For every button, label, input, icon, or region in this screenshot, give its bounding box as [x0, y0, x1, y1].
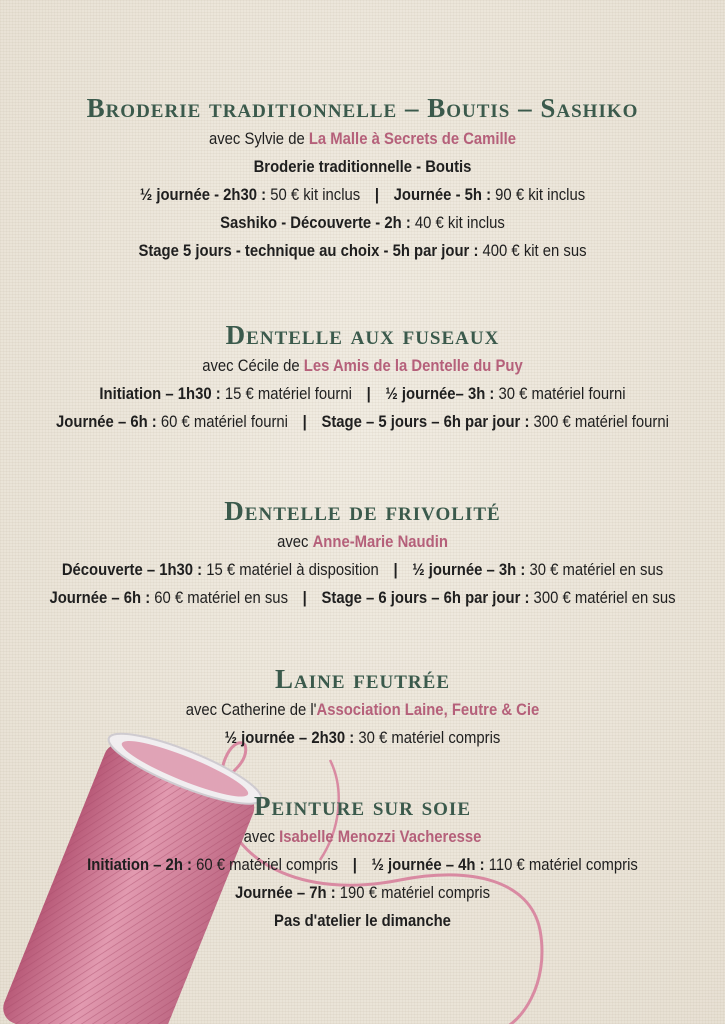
price-label: Initiation – 2h :	[87, 856, 192, 874]
price-value: 50 € kit inclus	[266, 186, 361, 204]
price-value: 60 € matériel fourni	[156, 413, 288, 431]
price-label: Journée – 7h :	[234, 884, 336, 902]
price-label: ½ journée – 2h30 :	[224, 729, 355, 747]
instructor-line	[36, 528, 689, 556]
price-value: 60 € matériel en sus	[150, 589, 288, 607]
price-value: 60 € matériel compris	[191, 856, 339, 874]
instructor-prefix: avec	[243, 828, 280, 846]
price-value: 40 € kit inclus	[410, 214, 505, 232]
separator: |	[366, 385, 371, 403]
price-value: 190 € matériel compris	[335, 884, 491, 902]
price-label: Initiation – 1h30 :	[99, 385, 221, 403]
separator: |	[302, 589, 307, 607]
price-line	[36, 724, 689, 752]
price-label: ½ journée– 3h :	[385, 385, 495, 403]
price-value: 15 € matériel fourni	[220, 385, 352, 403]
price-label: Sashiko - Découverte - 2h :	[220, 214, 411, 232]
price-value: 300 € matériel en sus	[529, 589, 676, 607]
section-dentelle-frivolite	[0, 494, 725, 612]
price-value: 90 € kit inclus	[491, 186, 586, 204]
instructor-name: Isabelle Menozzi Vacheresse	[279, 828, 482, 846]
price-line	[36, 181, 689, 209]
price-value: 300 € matériel fourni	[529, 413, 669, 431]
price-value: 30 € matériel en sus	[525, 561, 664, 579]
price-value: 110 € matériel compris	[484, 856, 638, 874]
price-line	[36, 408, 689, 436]
separator: |	[374, 186, 380, 204]
price-line	[36, 851, 689, 879]
instructor-line	[36, 352, 689, 380]
section-title: Broderie traditionnelle – Boutis – Sashiko	[86, 93, 639, 123]
section-broderie	[0, 91, 725, 265]
price-value: 30 € matériel fourni	[494, 385, 626, 403]
instructor-prefix: avec Catherine de l'	[185, 701, 317, 719]
price-label: Découverte – 1h30 :	[61, 561, 203, 579]
section-title: Peinture sur soie	[254, 791, 471, 821]
price-line	[36, 879, 689, 907]
separator: |	[393, 561, 398, 579]
instructor-name: La Malle à Secrets de Camille	[308, 130, 517, 148]
instructor-name: Anne-Marie Naudin	[312, 533, 448, 551]
subtitle-line: Broderie traditionnelle - Boutis	[253, 158, 472, 176]
price-line	[36, 556, 689, 584]
section-dentelle-fuseaux	[0, 318, 725, 436]
instructor-line	[36, 823, 689, 851]
section-peinture-soie	[0, 789, 725, 935]
section-title: Dentelle aux fuseaux	[225, 320, 500, 350]
section-title: Laine feutrée	[274, 664, 450, 694]
instructor-prefix: avec	[277, 533, 313, 551]
price-label: Journée - 5h :	[393, 186, 492, 204]
price-label: ½ journée – 3h :	[412, 561, 526, 579]
instructor-prefix: avec Sylvie de	[208, 130, 309, 148]
price-label: Journée – 6h :	[49, 589, 151, 607]
price-label: Journée – 6h :	[56, 413, 157, 431]
price-value: 30 € matériel compris	[354, 729, 501, 747]
price-value: 15 € matériel à disposition	[202, 561, 379, 579]
price-line	[36, 584, 689, 612]
price-value: 400 € kit en sus	[478, 242, 587, 260]
instructor-line	[36, 125, 689, 153]
price-line	[36, 380, 689, 408]
price-line	[36, 209, 689, 237]
instructor-name: Les Amis de la Dentelle du Puy	[303, 357, 523, 375]
section-title: Dentelle de frivolité	[224, 496, 501, 526]
separator: |	[352, 856, 357, 874]
price-label: Stage – 5 jours – 6h par jour :	[321, 413, 530, 431]
separator: |	[302, 413, 307, 431]
price-line	[36, 237, 689, 265]
instructor-name: Association Laine, Feutre & Cie	[316, 701, 540, 719]
section-laine-feutree	[0, 662, 725, 752]
price-label: ½ journée - 2h30 :	[139, 186, 267, 204]
instructor-line	[36, 696, 689, 724]
price-label: Stage – 6 jours – 6h par jour :	[321, 589, 530, 607]
closing-note: Pas d'atelier le dimanche	[274, 912, 451, 930]
price-label: ½ journée – 4h :	[371, 856, 485, 874]
price-label: Stage 5 jours - technique au choix - 5h par jour :	[138, 242, 479, 260]
instructor-prefix: avec Cécile de	[202, 357, 304, 375]
